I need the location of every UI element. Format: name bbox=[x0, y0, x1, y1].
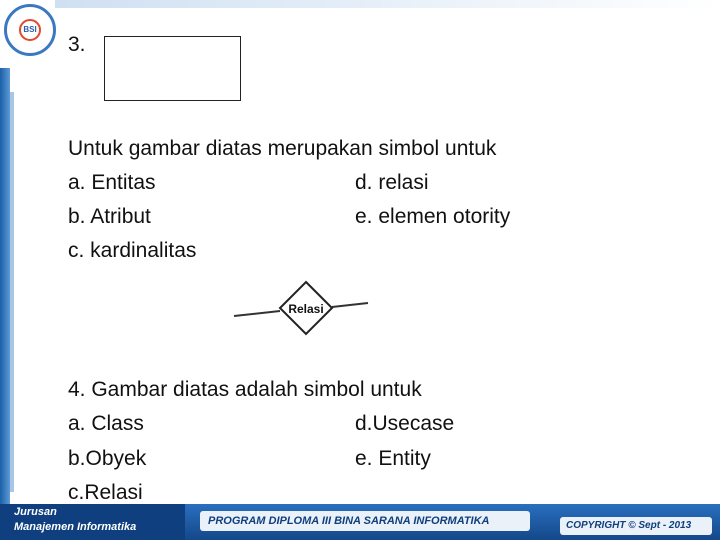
question-4-option-e: e. Entity bbox=[355, 447, 431, 470]
left-decoration-bar bbox=[0, 68, 10, 504]
top-decoration bbox=[55, 0, 720, 8]
question-3-option-e: e. elemen otority bbox=[355, 205, 511, 228]
question-4-prompt: 4. Gambar diatas adalah simbol untuk bbox=[68, 378, 422, 401]
footer-department-line2: Manajemen Informatika bbox=[14, 521, 137, 533]
footer-program-title: PROGRAM DIPLOMA III BINA SARANA INFORMATIKA bbox=[208, 515, 490, 527]
diagram-label: Relasi bbox=[288, 302, 324, 316]
logo-initials: BSI bbox=[19, 19, 41, 41]
footer-copyright: COPYRIGHT © Sept - 2013 bbox=[566, 520, 692, 531]
question-4-option-a: a. Class bbox=[68, 412, 144, 435]
question-4-option-d: d.Usecase bbox=[355, 412, 455, 435]
footer-department-line1: Jurusan bbox=[14, 506, 57, 518]
question-3-prompt: Untuk gambar diatas merupakan simbol untuk bbox=[68, 137, 497, 160]
question-3-option-b: b. Atribut bbox=[68, 205, 151, 228]
bsi-logo bbox=[4, 4, 56, 56]
question-4-option-c: c.Relasi bbox=[68, 481, 143, 504]
question-3-number: 3. bbox=[68, 33, 86, 56]
question-3-option-a: a. Entitas bbox=[68, 171, 156, 194]
question-4-option-b: b.Obyek bbox=[68, 447, 147, 470]
question-3-option-d: d. relasi bbox=[355, 171, 429, 194]
diagram-right-line bbox=[332, 303, 368, 307]
question-3-option-c: c. kardinalitas bbox=[68, 239, 197, 262]
entity-rectangle-symbol bbox=[104, 36, 241, 101]
left-decoration-bar-light bbox=[10, 92, 14, 492]
diagram-left-line bbox=[234, 311, 280, 316]
relationship-diamond-diagram bbox=[228, 276, 374, 340]
